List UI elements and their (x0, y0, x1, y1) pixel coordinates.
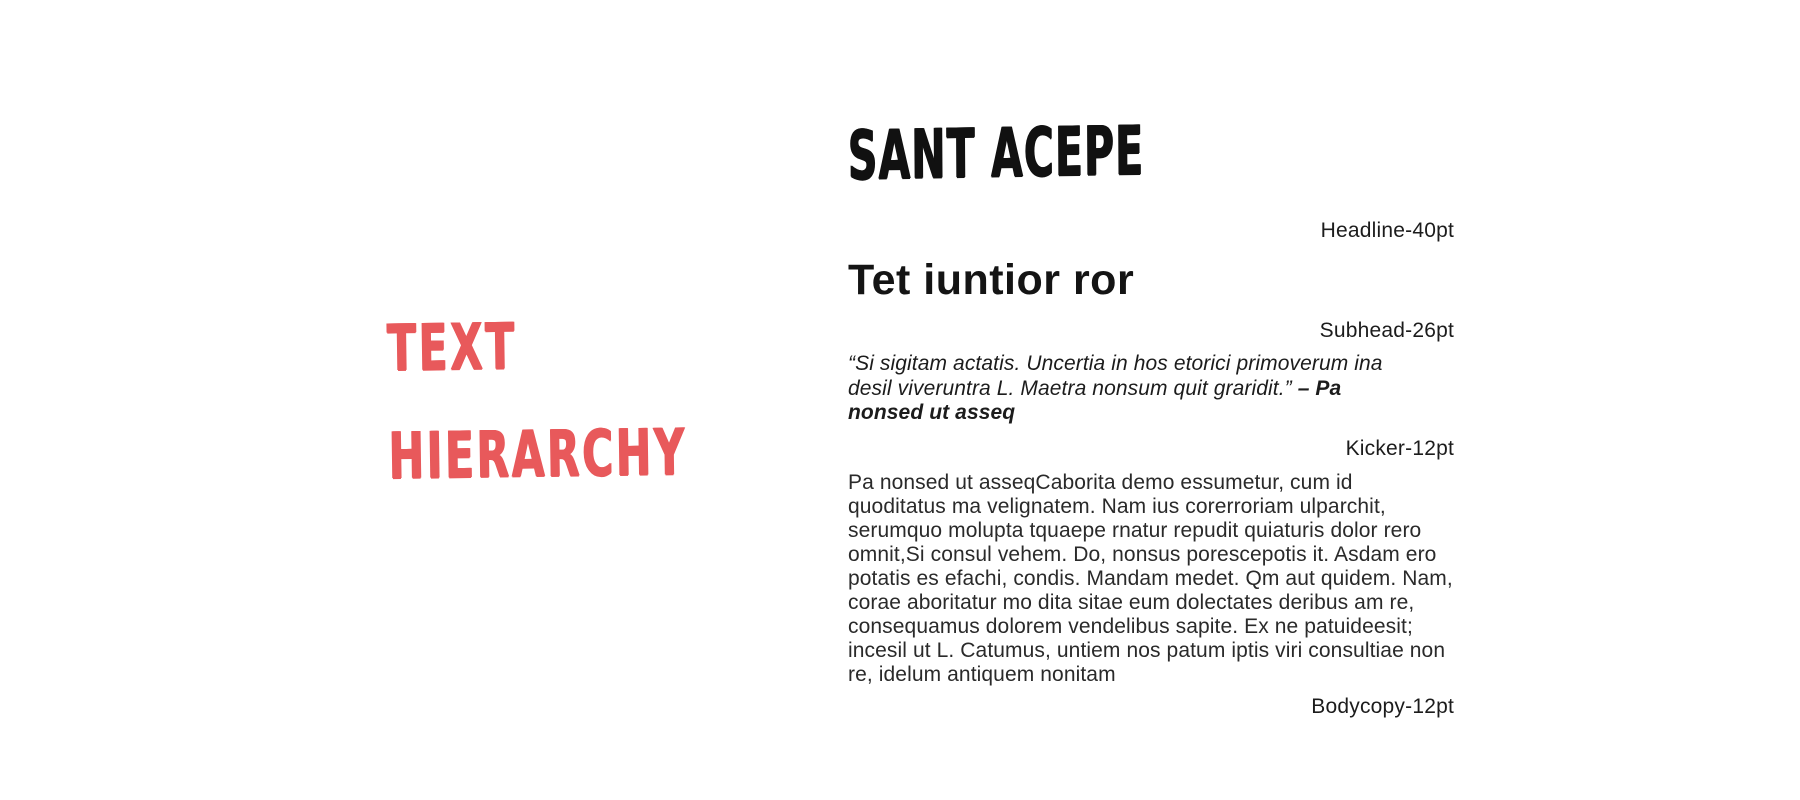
kicker-quote: “Si sigitam actatis. Uncertia in hos etorici primoverum ina desil viveruntra L. Maetra nonsum quit graridit.” (848, 352, 1383, 400)
subhead-sample: Tet iuntior ror (848, 256, 1135, 304)
page-title (387, 289, 842, 511)
kicker-size-label: Kicker-12pt (1345, 436, 1454, 460)
bodycopy-sample: Pa nonsed ut asseqCaborita demo essumetur, cum id quoditatus ma velignatem. Nam ius corerroriam ulparchit, serumquo molupta tquaepe rnatur repudit quiaturis dolor rero omnit,Si consul vehem. Do, nonsus porescepotis it. Asdam ero potatis es efachi, condis. Mandam medet. Qm aut quidem. Nam, corae aboritatur mo dita sitae eum dolectates deribus am re, consequamus dolorem vendelibus sapite. Ex ne patuideesit; incesil ut L. Catumus, untiem nos patum iptis viri consultiae non re, idelum antiquem nonitam (848, 470, 1453, 686)
headline-sample: SANT ACEPE (847, 111, 1145, 196)
headline-size-label: Headline-40pt (1320, 219, 1454, 242)
bodycopy-size-label: Bodycopy-12pt (1311, 694, 1454, 718)
page-title-line-2: HIERARCHY (388, 415, 688, 495)
page-title-line-1: TEXT (386, 310, 518, 387)
kicker-sample (848, 352, 1408, 426)
kicker-attribution: – Pa nonsed ut asseq (848, 376, 1342, 424)
type-specimen-column (847, 111, 1454, 720)
subhead-size-label: Subhead-26pt (1319, 319, 1454, 342)
